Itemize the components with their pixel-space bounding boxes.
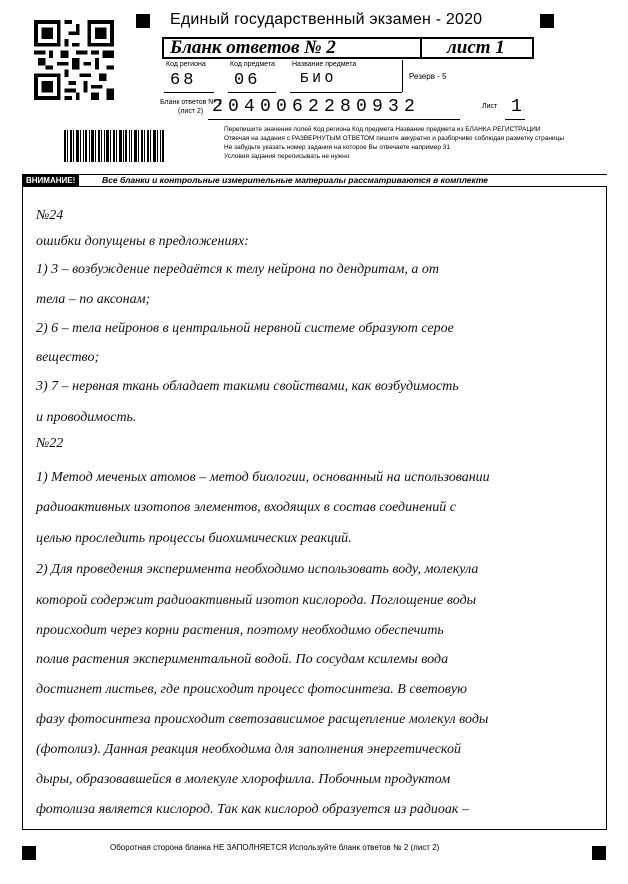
handwritten-line: достигнет листьев, где происходит процесс фотосинтеза. В световую: [36, 682, 467, 697]
handwritten-line: 2) Для проведения эксперимента необходимо использовать воду, молекула: [36, 562, 479, 577]
subject-name-label: Название предмета: [292, 61, 357, 68]
field-underline: [208, 119, 460, 120]
handwritten-line: целью проследить процессы биохимических реакций.: [36, 531, 352, 546]
subject-code-label: Код предмета: [230, 61, 275, 68]
handwritten-line: фотолиза является кислород. Так как кислород образуется из радиоак –: [36, 802, 469, 817]
field-underline: [228, 92, 276, 93]
handwritten-line: (фотолиз). Данная реакция необходима для заполнения энергетической: [36, 742, 461, 757]
field-underline: [290, 92, 402, 93]
sheet-number-value: 1: [511, 97, 522, 117]
subject-name-value: БИО: [300, 71, 338, 87]
handwritten-line: радиоактивных изотопов элементов, входящих в состав соединений с: [36, 500, 456, 515]
handwritten-line: 1) Метод меченых атомов – метод биологии, основанный на использовании: [36, 470, 490, 485]
form-name: Бланк ответов № 2: [170, 37, 336, 58]
handwritten-line: №24: [36, 208, 64, 223]
handwritten-line: 3) 7 – нервная ткань обладает такими свойствами, как возбудимость: [36, 379, 459, 394]
corner-marker: [136, 14, 150, 28]
corner-marker: [540, 14, 554, 28]
field-underline: [505, 119, 525, 120]
footer-note: Оборотная сторона бланка НЕ ЗАПОЛНЯЕТСЯ Используйте бланк ответов № 2 (лист 2): [110, 843, 440, 852]
field-underline: [164, 92, 214, 93]
corner-marker: [22, 846, 36, 860]
sheet-number-label: Лист: [482, 103, 498, 110]
form-number-sublabel: (лист 2): [178, 108, 204, 115]
handwritten-line: ошибки допущены в предложениях:: [36, 234, 249, 249]
handwritten-line: и проводимость.: [36, 410, 137, 425]
handwritten-line: 2) 6 – тела нейронов в центральной нервной системе образуют серое: [36, 321, 454, 336]
qr-code: [34, 20, 114, 100]
attention-text: Все бланки и контрольные измерительные материалы рассматриваются в комплекте: [102, 175, 489, 185]
region-code-label: Код региона: [166, 61, 206, 68]
form-number-label: Бланк ответов N° 2: [160, 99, 222, 106]
header-divider: [420, 37, 422, 59]
handwritten-line: дыры, образовавшейся в молекуле хлорофилла. Побочным продуктом: [36, 772, 451, 787]
reserve-label: Резерв - 5: [409, 72, 447, 81]
region-code-value: 68: [170, 71, 197, 90]
subject-code-value: 06: [234, 71, 261, 90]
handwritten-line: происходит через корни растения, поэтому необходимо обеспечить: [36, 623, 444, 638]
handwritten-line: 1) 3 – возбуждение передаётся к телу нейрона по дендритам, а от: [36, 262, 439, 277]
handwritten-line: вещество;: [36, 350, 100, 365]
corner-marker: [592, 846, 606, 860]
form-number-value: 2040062280932: [212, 97, 421, 117]
attention-badge: ВНИМАНИЕ!: [22, 175, 79, 186]
exam-title: Единый государственный экзамен - 2020: [170, 11, 483, 28]
handwritten-line: полив растения экспериментальной водой. По сосудам ксилемы вода: [36, 652, 449, 667]
barcode: [64, 130, 164, 162]
instruction-line: Перепишите значения полей Код региона Код предмета Название предмета из БЛАНКА РЕГИСТРАЦИИ: [224, 126, 541, 133]
handwritten-line: фазу фотосинтеза происходит светозависимое расщепление молекул воды: [36, 712, 489, 727]
handwritten-line: №22: [36, 436, 64, 451]
instruction-line: Не забудьте указать номер задания на которое Вы отвечаете например 31: [224, 144, 451, 151]
reserve-divider: [402, 60, 403, 92]
instruction-line: Отвечая на задания с РАЗВЕРНУТЫМ ОТВЕТОМ пишите аккуратно и разборчиво соблюдая разметку страницы: [224, 135, 565, 142]
handwritten-line: которой содержит радиоактивный изотоп кислорода. Поглощение воды: [36, 593, 477, 608]
handwritten-line: тела – по аксонам;: [36, 292, 151, 307]
instruction-line: Условия задания переписывать не нужно: [224, 153, 350, 160]
sheet-label: лист 1: [447, 37, 505, 58]
